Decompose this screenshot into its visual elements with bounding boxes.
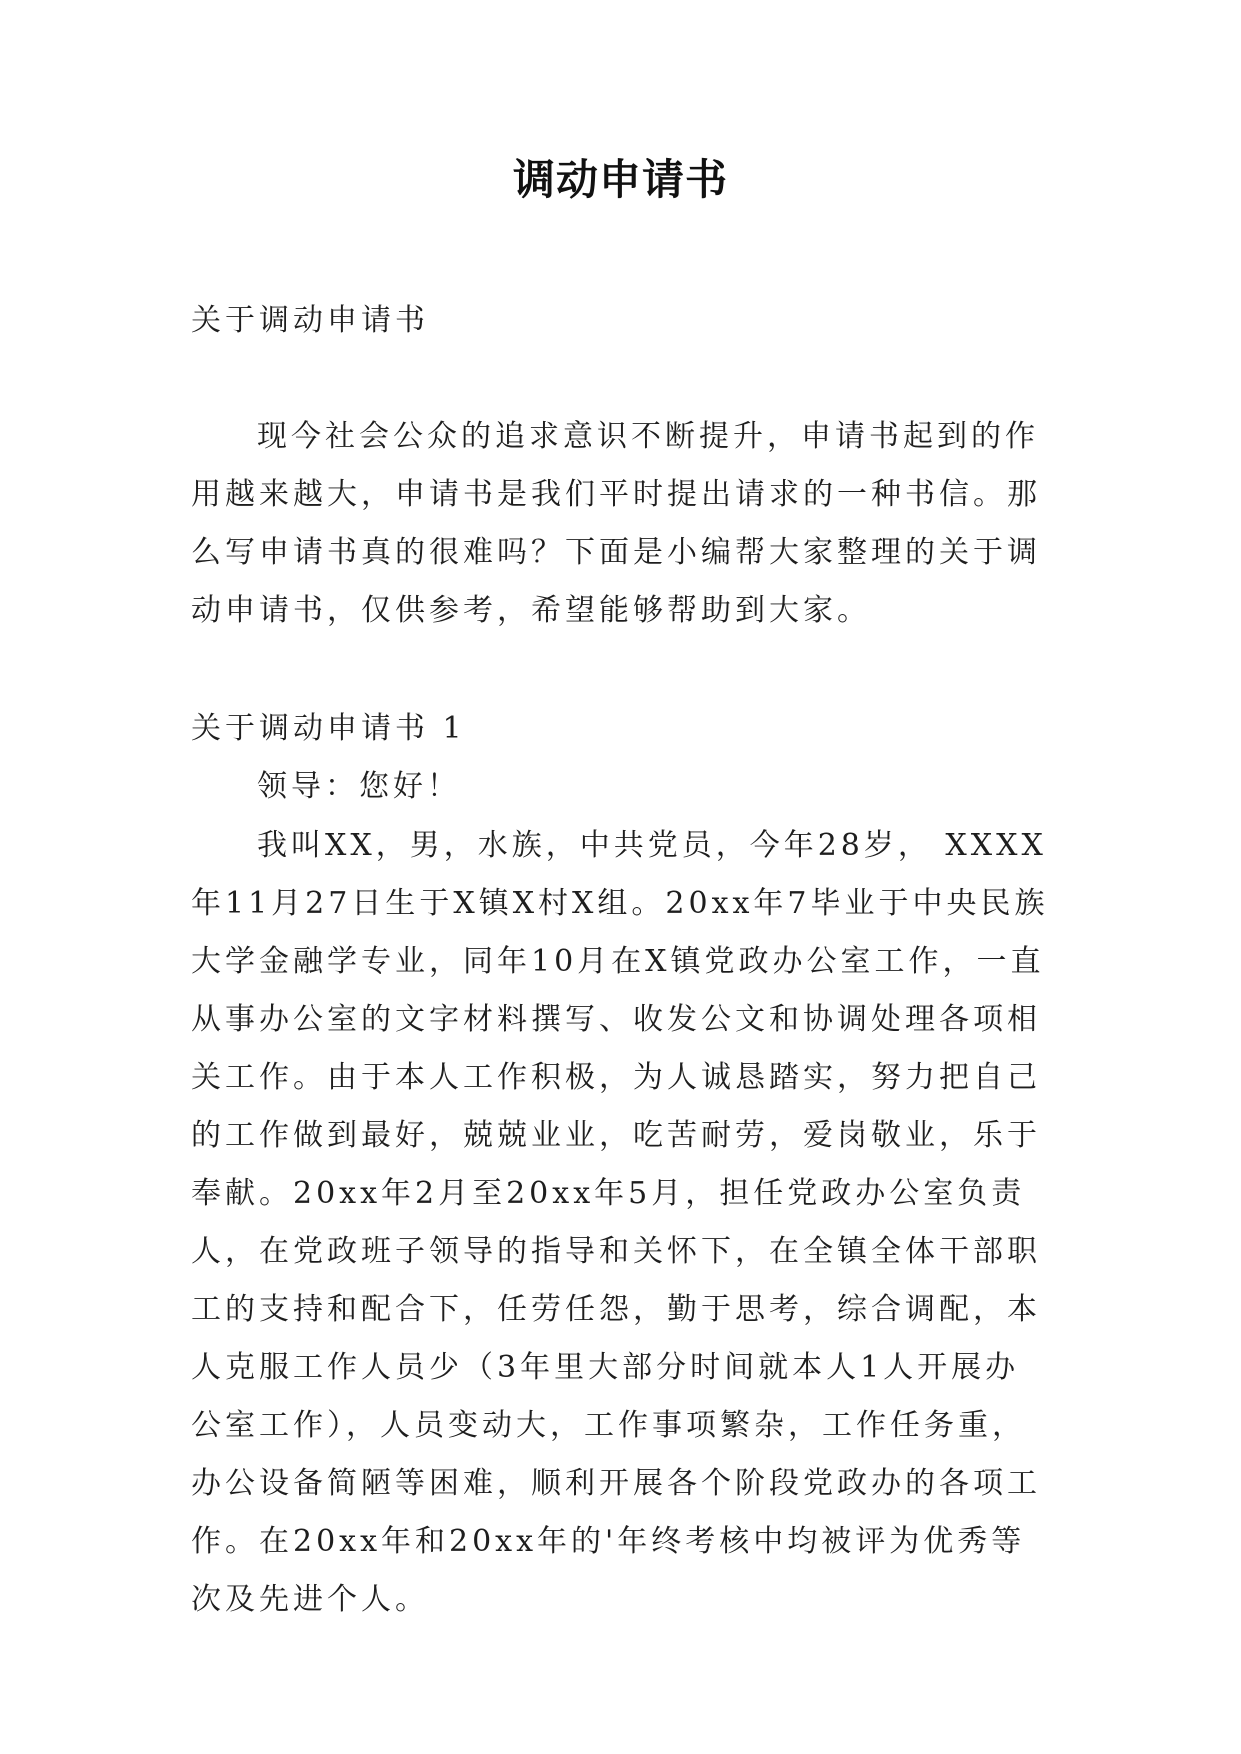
body-paragraph: 我叫XX，男，水族，中共党员，今年28岁， XXXX年11月27日生于X镇X村X组。20xx年7毕业于中央民族大学金融学专业，同年10月在X镇党政办公室工作，一直从事办公室的文字材料撰写、收发公文和协调处理各项相关工作。由于本人工作积极，为人诚恳踏实，努力把自己的工作做到最好，兢兢业业，吃苦耐劳，爱岗敬业，乐于奉献。20xx年2月至20xx年5月，担任党政办公室负责人，在党政班子领导的指导和关怀下，在全镇全体干部职工的支持和配合下，任劳任怨，勤于思考，综合调配，本人克服工作人员少（3年里大部分时间就本人1人开展办公室工作），人员变动大，工作事项繁杂，工作任务重，办公设备简陋等困难，顺利开展各个阶段党政办的各项工作。在20xx年和20xx年的'年终考核中均被评为优秀等次及先进个人。 <box>191 828 1049 1617</box>
intro-paragraph: 现今社会公众的追求意识不断提升，申请书起到的作用越来越大，申请书是我们平时提出请求的一种书信。那么写申请书真的很难吗？下面是小编帮大家整理的关于调动申请书，仅供参考，希望能够帮助到大家。 <box>191 419 1041 628</box>
document-title: 调动申请书 <box>512 155 728 204</box>
greeting-line: 领导：您好！ <box>257 769 461 804</box>
section-heading: 关于调动申请书 1 <box>191 711 466 746</box>
document-subheading: 关于调动申请书 <box>191 303 429 338</box>
